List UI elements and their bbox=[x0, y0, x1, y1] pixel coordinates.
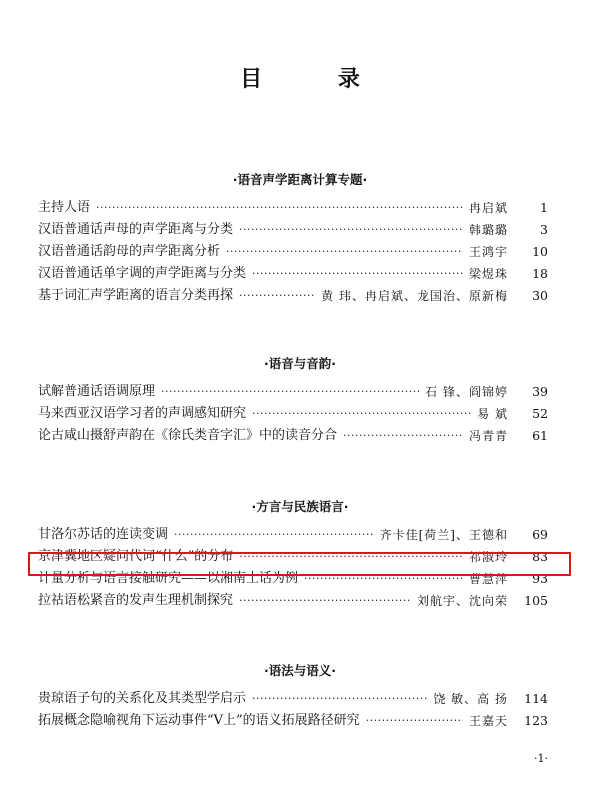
entry-page: 83 bbox=[532, 549, 548, 564]
entry-title: 论古咸山摄舒声韵在《徐氏类音字汇》中的读音分合 bbox=[38, 428, 338, 443]
entry-authors: 王鸿宇 bbox=[468, 245, 508, 259]
toc-entry[interactable] bbox=[38, 285, 548, 307]
toc-entry[interactable] bbox=[38, 590, 548, 612]
leader-dots bbox=[366, 710, 463, 732]
entry-page: 3 bbox=[540, 222, 548, 237]
toc-entry[interactable] bbox=[38, 263, 548, 285]
entry-title: 计量分析与语言接触研究——以湘南土话为例 bbox=[38, 571, 299, 586]
section-grammar-semantics bbox=[0, 661, 600, 732]
entry-page: 123 bbox=[524, 713, 548, 728]
section-heading: ·语音与音韵· bbox=[264, 356, 336, 371]
entry-title: 马来西亚汉语学习者的声调感知研究 bbox=[38, 406, 247, 421]
entry-authors: 齐卡佳[荷兰]、王德和 bbox=[379, 528, 508, 542]
toc-entry[interactable] bbox=[38, 710, 548, 732]
entry-title: 拉祜语松紧音的发声生理机制探究 bbox=[38, 593, 234, 608]
entry-page: 93 bbox=[532, 571, 548, 586]
entry-page: 18 bbox=[532, 266, 548, 281]
entry-title: 基于词汇声学距离的语言分类再探 bbox=[38, 288, 234, 303]
page-title: 目 录 bbox=[240, 66, 394, 92]
toc-entry[interactable] bbox=[38, 425, 548, 447]
leader-dots bbox=[252, 688, 427, 710]
toc-entry[interactable] bbox=[38, 197, 548, 219]
entry-authors: 刘航宇、沈向荣 bbox=[416, 594, 508, 608]
entry-page: 1 bbox=[540, 200, 548, 215]
entry-title: 京津冀地区疑问代词“什么”的分布 bbox=[38, 549, 234, 564]
leader-dots bbox=[239, 546, 463, 568]
entry-authors: 饶 敏、高 扬 bbox=[433, 692, 508, 706]
leader-dots bbox=[174, 524, 374, 546]
entry-authors: 冉启斌 bbox=[468, 201, 508, 215]
section-phonetics-phonology bbox=[0, 354, 600, 447]
leader-dots bbox=[252, 263, 463, 285]
section-heading: ·方言与民族语言· bbox=[251, 499, 349, 514]
entry-authors: 祁淑玲 bbox=[468, 550, 508, 564]
entry-title: 主持人语 bbox=[38, 200, 91, 215]
leader-dots bbox=[239, 285, 315, 307]
section-heading: ·语法与语义· bbox=[264, 663, 336, 678]
toc-entry[interactable] bbox=[38, 403, 548, 425]
entry-authors: 曹慧萍 bbox=[468, 572, 508, 586]
entry-page: 61 bbox=[532, 428, 548, 443]
entry-title: 试解普通话语调原理 bbox=[38, 384, 156, 399]
entry-authors: 梁煜珠 bbox=[468, 267, 508, 281]
leader-dots bbox=[252, 403, 471, 425]
entry-title: 汉语普通话韵母的声学距离分析 bbox=[38, 244, 221, 259]
leader-dots bbox=[343, 425, 463, 447]
entry-page: 69 bbox=[532, 527, 548, 542]
toc-entry[interactable] bbox=[38, 524, 548, 546]
leader-dots bbox=[239, 219, 463, 241]
entry-authors: 冯青青 bbox=[468, 429, 508, 443]
entry-page: 114 bbox=[524, 691, 548, 706]
entry-page: 105 bbox=[524, 593, 548, 608]
toc-entry[interactable] bbox=[38, 241, 548, 263]
entry-page: 52 bbox=[532, 406, 548, 421]
entry-authors: 黄 玮、冉启斌、龙国治、原新梅 bbox=[321, 289, 508, 303]
entry-page: 39 bbox=[532, 384, 548, 399]
leader-dots bbox=[304, 568, 463, 590]
section-heading: ·语音声学距离计算专题· bbox=[232, 172, 368, 187]
section-acoustic-distance bbox=[0, 170, 600, 307]
leader-dots bbox=[161, 381, 419, 403]
entry-title: 汉语普通话声母的声学距离与分类 bbox=[38, 222, 234, 237]
entry-title: 拓展概念隐喻视角下运动事件“V上”的语义拓展路径研究 bbox=[38, 713, 360, 728]
entry-authors: 石 锋、阎锦婷 bbox=[425, 385, 508, 399]
toc-entry[interactable] bbox=[38, 688, 548, 710]
leader-dots bbox=[239, 590, 411, 612]
entry-title: 甘洛尔苏话的连读变调 bbox=[38, 527, 169, 542]
entry-title: 汉语普通话单字调的声学距离与分类 bbox=[38, 266, 247, 281]
entry-page: 10 bbox=[532, 244, 548, 259]
page-number: ·1· bbox=[534, 752, 548, 765]
entry-authors: 王嘉天 bbox=[468, 714, 508, 728]
toc-entry[interactable] bbox=[38, 381, 548, 403]
leader-dots bbox=[96, 197, 463, 219]
entry-title: 贵琼语子句的关系化及其类型学启示 bbox=[38, 691, 247, 706]
entry-page: 30 bbox=[532, 288, 548, 303]
leader-dots bbox=[226, 241, 463, 263]
toc-entry[interactable] bbox=[38, 546, 548, 568]
section-dialects-ethnic-languages bbox=[0, 497, 600, 612]
entry-authors: 易 斌 bbox=[477, 407, 508, 421]
entry-authors: 韩璐璐 bbox=[468, 223, 508, 237]
toc-entry[interactable] bbox=[38, 219, 548, 241]
toc-entry[interactable] bbox=[38, 568, 548, 590]
